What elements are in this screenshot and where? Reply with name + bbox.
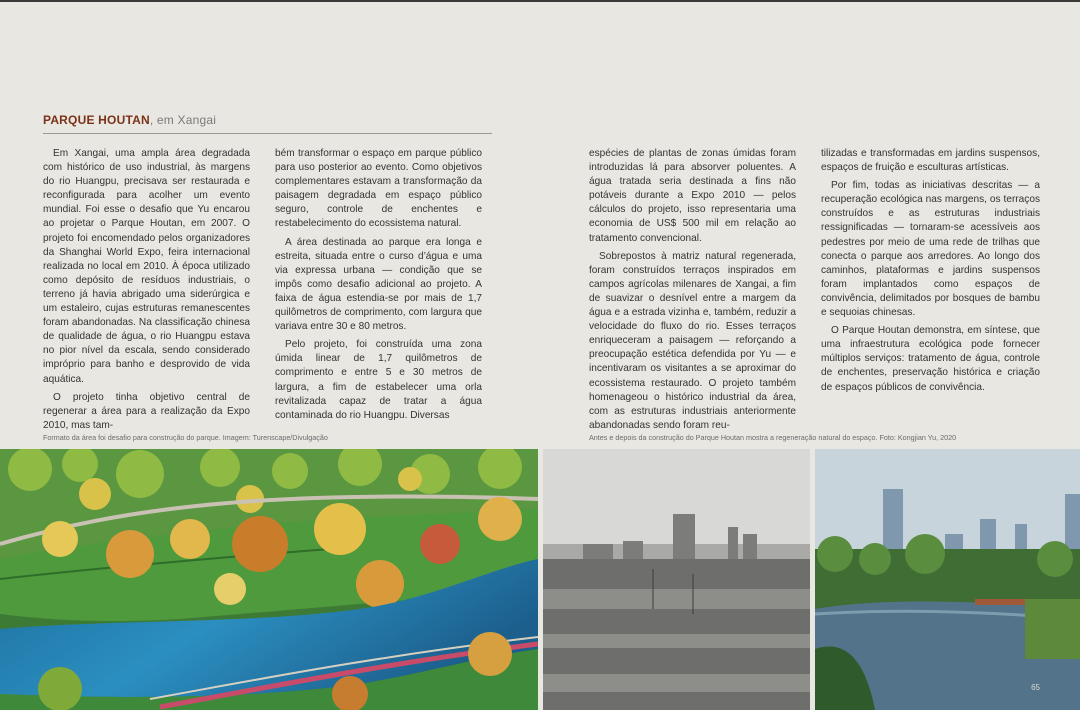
text-column-1	[43, 147, 250, 433]
caption-aerial-photo: Formato da área foi desafio para construção do parque. Imagem: Turenscape/Divulgação	[43, 433, 328, 442]
text-column-2	[275, 147, 482, 423]
caption-before-after: Antes e depois da construção do Parque Houtan mostra a regeneração natural do espaço. Foto: Kongjian Yu, 2020	[589, 433, 957, 442]
top-rule	[0, 0, 1080, 2]
page-number: 65	[1031, 683, 1040, 692]
paragraph: A área destinada ao parque era longa e estreita, situada entre o curso d’água e uma via expressa urbana — condição que se impôs como desafio adicional ao projeto. A faixa de água estendia-se por mais de 1,7 quilômetros de comprimento, com largura que variava entre 30 e 80 metros.	[275, 236, 482, 333]
paragraph: tilizadas e transformadas em jardins suspensos, espaços de fruição e esculturas artísticas.	[821, 148, 1040, 174]
text-column-3	[589, 147, 796, 433]
heading-location: , em Xangai	[149, 113, 217, 127]
after-photo	[815, 449, 1080, 710]
heading-rule	[43, 133, 492, 134]
paragraph: Pelo projeto, foi construída uma zona úmida linear de 1,7 quilômetros de comprimento e entre 5 e 30 metros de largura, a fim de estabelecer uma orla revitalizada capaz de tratar a água contaminada do rio Huangpu. Diversas	[275, 339, 482, 421]
text-column-4	[821, 147, 1040, 395]
aerial-park-photo	[0, 449, 538, 710]
paragraph: Sobrepostos à matriz natural regenerada, foram construídos terraços inspirados em campos agrícolas milenares de Xangai, a fim de suavizar o desnível entre a margem da água e a estrada vizinha e, também, reduzir a velocidade do fluxo do rio. Esses terraços enriqueceram a paisagem — reforçando a preocupação estética defendida por Yu — e incentivaram os visitantes a se aproximar do ecossistema restaurado. O projeto também homenageou o histórico industrial da área, com as estruturas industriais anteriormente abandonadas sendo foram reu-	[589, 250, 796, 431]
paragraph: O projeto tinha objetivo central de regenerar a área para a realização da Expo 2010, mas tam-	[43, 391, 250, 431]
paragraph: bém transformar o espaço em parque público para uso posterior ao evento. Como objetivos complementares estavam a transformação da paisagem degradada em espaço público seguro, controle de enchentes e restabelecimento do ecossistema natural.	[275, 148, 482, 230]
before-photo	[543, 449, 810, 710]
section-heading	[43, 113, 216, 127]
paragraph: Em Xangai, uma ampla área degradada com histórico de uso industrial, às margens do rio Huangpu, precisava ser restaurada e reconfigurada para acolher um evento mundial. Foi esse o desafio que Yu encarou ao projetar o Parque Houtan, em 2007. O projeto foi encomendado pelos organizadores da Shanghai World Expo, feira internacional realizada no local em 2010. À época utilizado como depósito de resíduos industriais, o terreno já havia abrigado uma siderúrgica e um estaleiro, cujas estruturas remanescentes foram abandonadas. Na classificação chinesa de qualidade de água, o rio Huangpu estava no pior nível da escala, sendo considerado impróprio para banho e desprovido de vida aquática.	[43, 148, 250, 385]
paragraph: O Parque Houtan demonstra, em síntese, que uma infraestrutura ecológica pode fornecer múltiplos serviços: tratamento de água, controle de enchentes, preservação histórica e criação de espaços públicos de convivência.	[821, 325, 1040, 393]
paragraph: Por fim, todas as iniciativas descritas — a recuperação ecológica nas margens, os terraços construídos e as estruturas industriais ressignificadas — tornaram-se acessíveis aos pedestres por meio de uma rede de trilhas que conecta o parque aos arredores. Ao longo dos caminhos, plataformas e jardins suspensos foram implantados como espaços de convivência, delimitados por bosques de bambu e sequoias chinesas.	[821, 180, 1040, 319]
heading-park-name: PARQUE HOUTAN	[43, 113, 150, 127]
paragraph: espécies de plantas de zonas úmidas foram introduzidas lá para absorver poluentes. A água tratada seria destinada a fins não potáveis durante a Expo 2010 — pelos cálculos do projeto, isso representaria uma economia de US$ 500 mil em relação ao tratamento convencional.	[589, 148, 796, 244]
